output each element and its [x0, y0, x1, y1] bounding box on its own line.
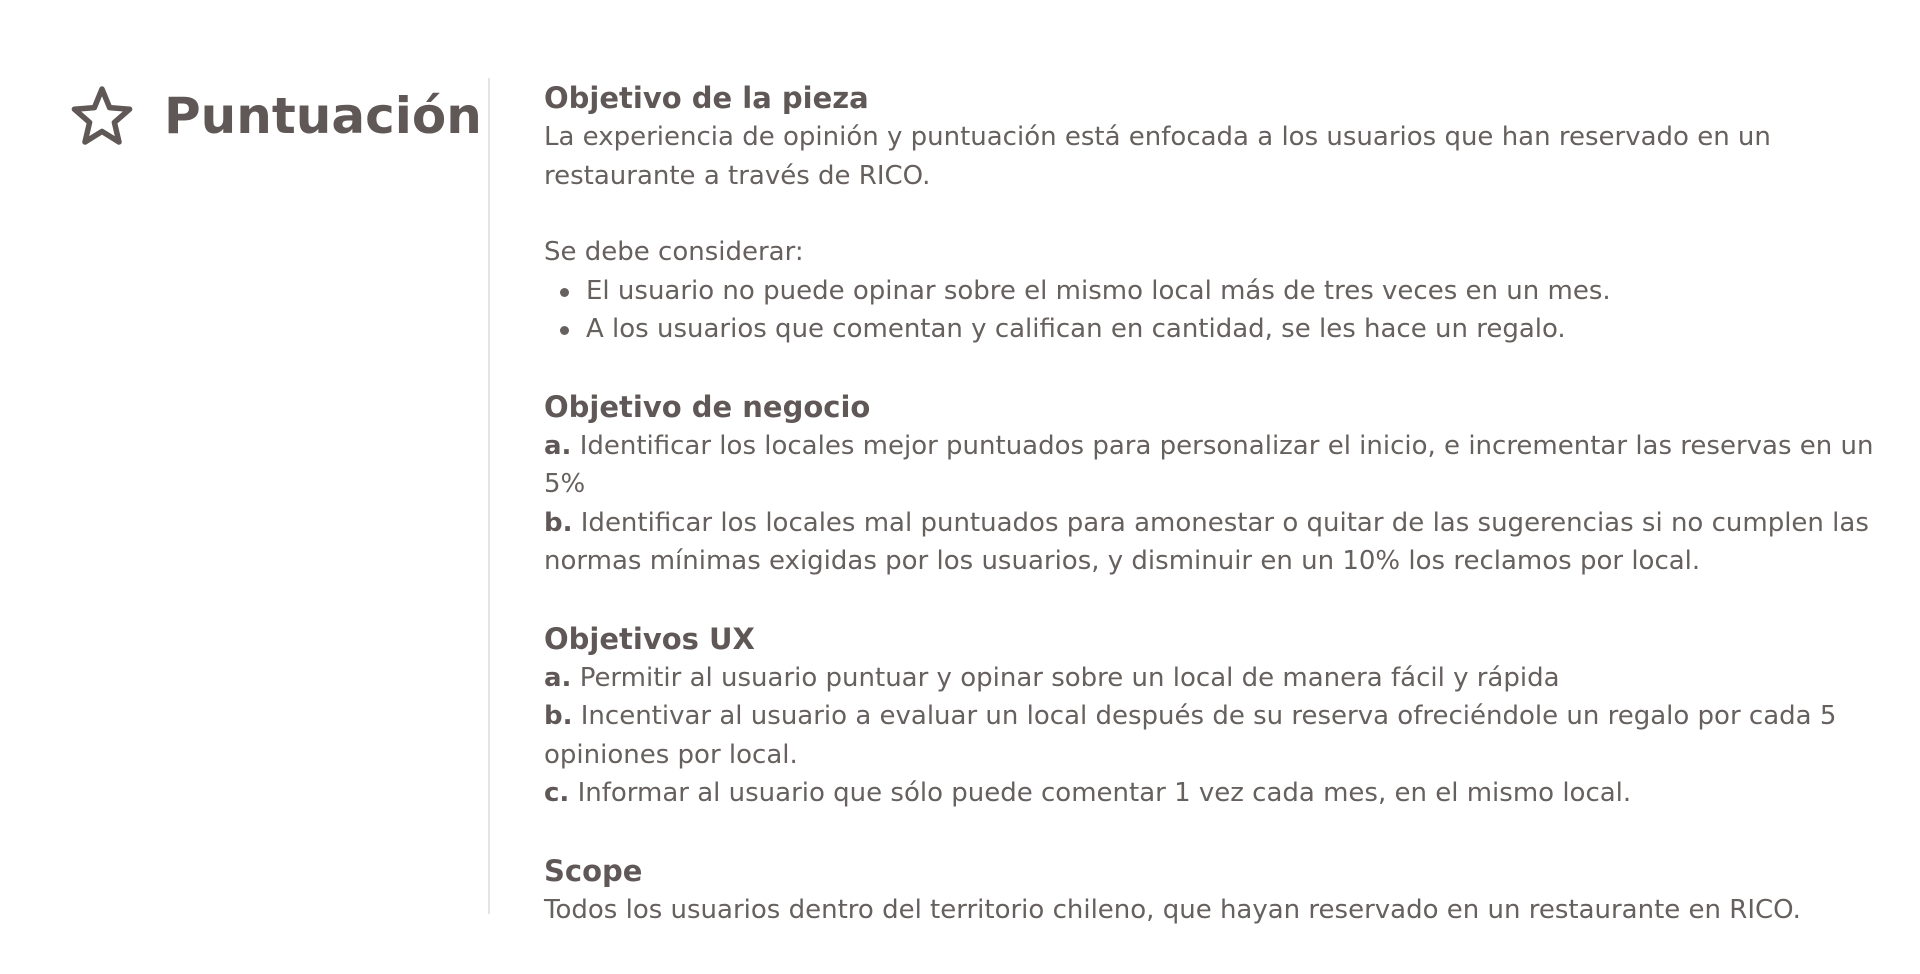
section-heading: Objetivos UX: [544, 621, 755, 656]
bullet-list: [544, 272, 1884, 349]
vertical-divider: [488, 78, 490, 914]
section-text: Todos los usuarios dentro del territorio chileno, que hayan reservado en un restaurante en RICO.: [544, 894, 1801, 925]
list-item: [544, 504, 1884, 581]
list-item: [544, 427, 1884, 504]
item-text: Permitir al usuario puntuar y opinar sobre un local de manera fácil y rápida: [579, 662, 1560, 693]
item-label: a.: [544, 430, 572, 461]
list-item: [544, 697, 1884, 774]
section-objetivos-ux: [544, 619, 1884, 813]
bullet-item: A los usuarios que comentan y califican en cantidad, se les hace un regalo.: [544, 310, 1884, 349]
section-heading: Objetivo de negocio: [544, 389, 871, 424]
section-heading: Scope: [544, 853, 643, 888]
list-item: [544, 774, 1884, 813]
item-text: Identificar los locales mejor puntuados para personalizar el inicio, e incrementar las reservas en un 5%: [544, 430, 1874, 499]
page-title: Puntuación: [164, 87, 482, 145]
item-label: b.: [544, 701, 573, 731]
section-scope: [544, 851, 1884, 930]
consider-label: Se debe considerar:: [544, 237, 804, 267]
section-objetivo-negocio: [544, 387, 1884, 581]
page-header: [70, 84, 482, 148]
section-text: La experiencia de opinión y puntuación está enfocada a los usuarios que han reservado en un restaurante a través de RICO.: [544, 122, 1771, 191]
item-text: Incentivar al usuario a evaluar un local después de su reserva ofreciéndole un regalo por cada 5 opiniones por local.: [544, 701, 1837, 770]
list-item: [544, 659, 1884, 698]
item-text: Identificar los locales mal puntuados para amonestar o quitar de las sugerencias si no cumplen las normas mínimas exigidas por los usuarios, y disminuir en un 10% los reclamos por local.: [544, 507, 1869, 576]
item-label: c.: [544, 778, 570, 808]
section-heading: Objetivo de la pieza: [544, 81, 869, 115]
star-outline-icon: [70, 84, 134, 148]
content-area: [544, 78, 1884, 929]
item-label: b.: [544, 507, 573, 538]
bullet-item: El usuario no puede opinar sobre el mismo local más de tres veces en un mes.: [544, 272, 1884, 311]
item-text: Informar al usuario que sólo puede comentar 1 vez cada mes, en el mismo local.: [577, 778, 1632, 808]
section-objetivo-pieza: [544, 78, 1884, 349]
item-label: a.: [544, 662, 572, 693]
